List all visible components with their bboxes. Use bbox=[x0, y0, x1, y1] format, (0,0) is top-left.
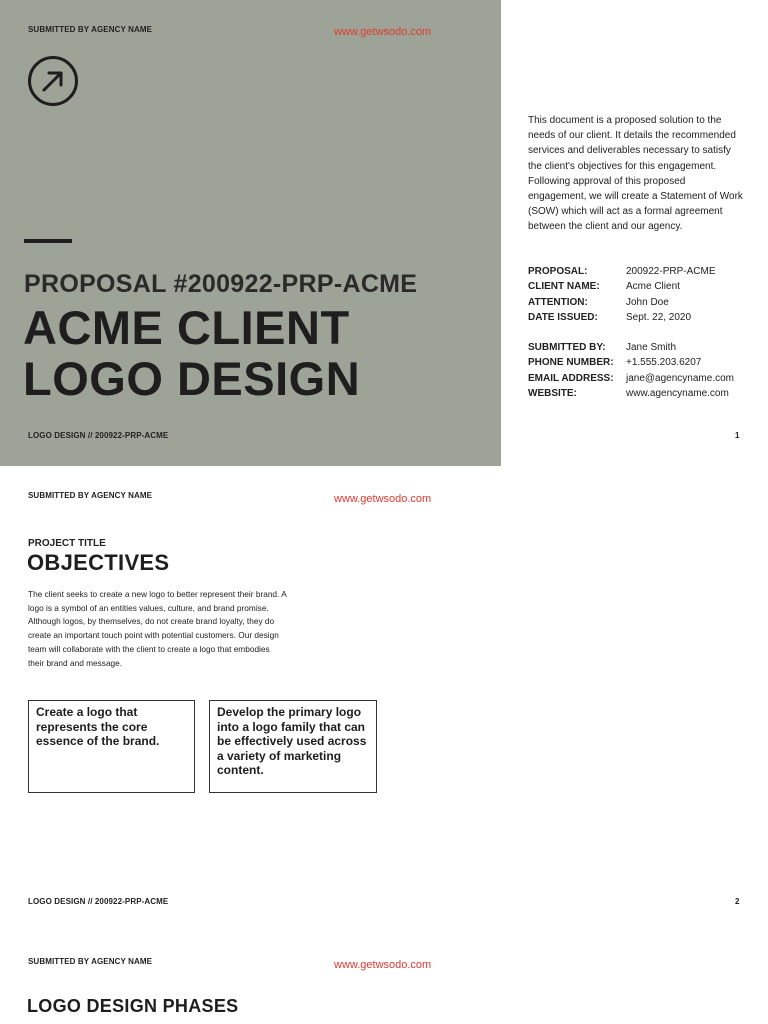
section-label: PROJECT TITLE bbox=[28, 538, 106, 549]
objectives-paragraph: The client seeks to create a new logo to better represent their brand. A logo is a symbol of an entities values, culture, and brand promise. Although logos, by themselves, do not create brand loyalty, they do create an important touch point with potential customers. Our design team will collaborate with the client to create a logo that embodies their brand and message. bbox=[28, 589, 287, 668]
cover-footer-label: LOGO DESIGN // 200922-PRP-ACME bbox=[28, 431, 169, 440]
page-footer-label: LOGO DESIGN // 200922-PRP-ACME bbox=[28, 897, 169, 906]
detail-row bbox=[528, 310, 758, 325]
contact-row bbox=[528, 371, 758, 386]
contact-row bbox=[528, 355, 758, 370]
section-title: OBJECTIVES bbox=[27, 550, 170, 575]
contact-label: WEBSITE: bbox=[528, 388, 577, 400]
proposal-cover-page bbox=[0, 0, 768, 466]
page-number: 1 bbox=[735, 431, 740, 440]
header-agency-label: SUBMITTED BY AGENCY NAME bbox=[28, 25, 153, 34]
watermark-link[interactable]: www.getwsodo.com bbox=[334, 959, 432, 971]
website-link[interactable]: www.agencyname.com bbox=[626, 388, 729, 400]
detail-label: CLIENT NAME: bbox=[528, 281, 600, 293]
email-link[interactable]: jane@agencyname.com bbox=[626, 372, 734, 384]
contact-label: SUBMITTED BY: bbox=[528, 342, 606, 354]
detail-value: John Doe bbox=[626, 296, 669, 308]
contact-value: Jane Smith bbox=[626, 342, 677, 354]
objective-text: Create a logo that represents the core essence of the brand. bbox=[36, 705, 160, 749]
cover-title-line-2: LOGO DESIGN bbox=[23, 352, 361, 405]
detail-row bbox=[528, 295, 758, 310]
phases-page bbox=[0, 932, 768, 1024]
detail-label: DATE ISSUED: bbox=[528, 312, 598, 324]
contact-details-list bbox=[528, 340, 758, 401]
contact-row bbox=[528, 340, 758, 355]
detail-value: 200922-PRP-ACME bbox=[626, 266, 716, 278]
contact-label: PHONE NUMBER: bbox=[528, 357, 614, 369]
contact-row bbox=[528, 386, 758, 401]
accent-bar bbox=[24, 239, 72, 243]
header-agency-label: SUBMITTED BY AGENCY NAME bbox=[28, 957, 153, 966]
detail-value: Sept. 22, 2020 bbox=[626, 312, 692, 324]
section-title: LOGO DESIGN PHASES bbox=[27, 996, 239, 1016]
proposal-number-heading: PROPOSAL #200922-PRP-ACME bbox=[24, 270, 418, 298]
objective-card bbox=[209, 700, 377, 793]
cover-title bbox=[23, 302, 360, 404]
page-number: 2 bbox=[735, 897, 740, 906]
detail-label: ATTENTION: bbox=[528, 296, 588, 308]
arrow-up-right-circle-icon bbox=[27, 55, 79, 107]
detail-label: PROPOSAL: bbox=[528, 266, 588, 278]
detail-value: Acme Client bbox=[626, 281, 680, 293]
detail-row bbox=[528, 279, 758, 294]
contact-label: EMAIL ADDRESS: bbox=[528, 372, 614, 384]
intro-paragraph: This document is a proposed solution to the needs of our client. It details the recommended services and deliverables necessary to satisfy the client's objectives for this engagement. Following approval of this proposed engagement, we will create a Statement of Work (SOW) which will act as a formal agreement between the client and our agency. bbox=[528, 115, 743, 233]
watermark-link[interactable]: www.getwsodo.com bbox=[334, 493, 432, 505]
cover-title-line-1: ACME CLIENT bbox=[23, 301, 350, 354]
objectives-page bbox=[0, 466, 768, 932]
objective-text: Develop the primary logo into a logo family that can be effectively used across a variety of marketing content. bbox=[217, 705, 367, 778]
contact-value: +1.555.203.6207 bbox=[626, 357, 702, 369]
detail-row bbox=[528, 264, 758, 279]
proposal-details-list bbox=[528, 264, 758, 325]
watermark-link[interactable]: www.getwsodo.com bbox=[334, 26, 432, 38]
header-agency-label: SUBMITTED BY AGENCY NAME bbox=[28, 491, 153, 500]
objective-card bbox=[28, 700, 195, 793]
